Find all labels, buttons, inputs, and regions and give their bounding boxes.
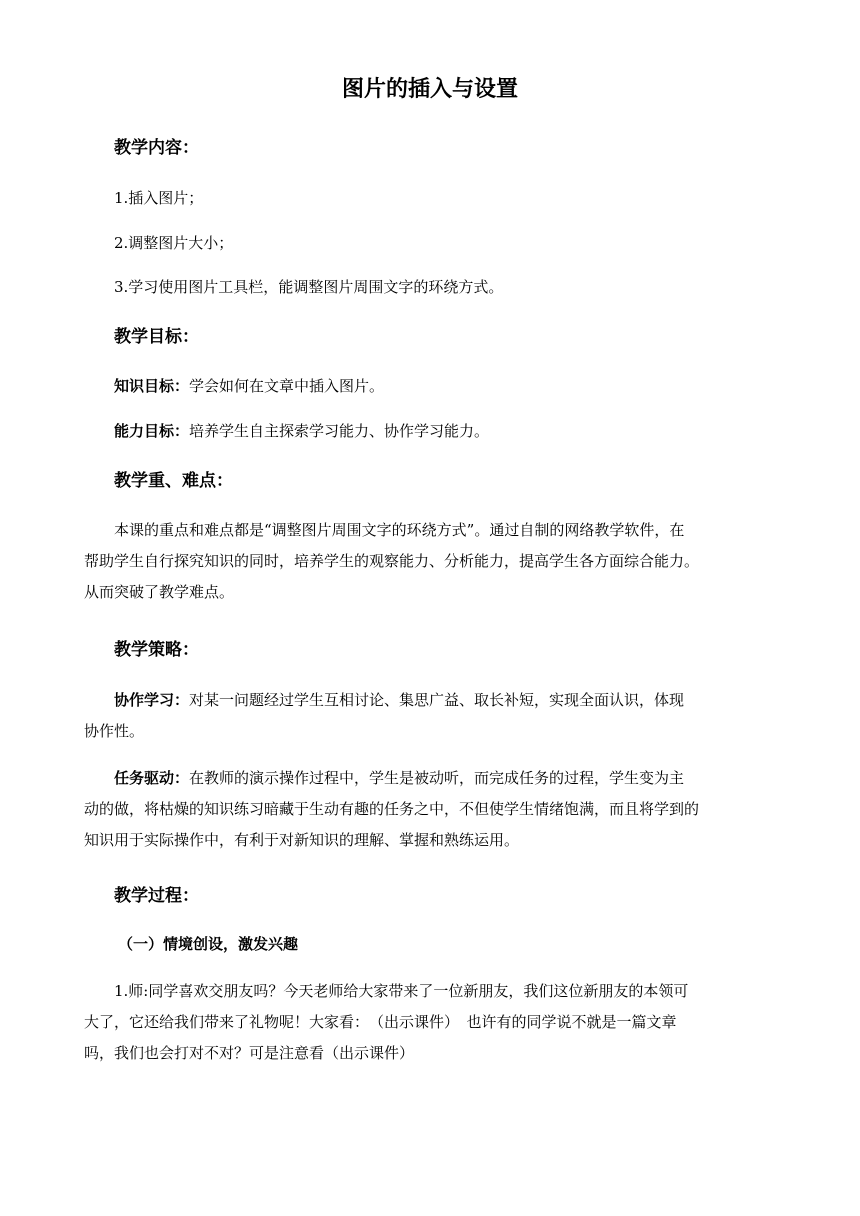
goal-ability xyxy=(114,417,782,445)
goal-knowledge-text: 学会如何在文章中插入图片。 xyxy=(189,377,385,395)
key-points-line-2: 帮助学生自行探究知识的同时，培养学生的观察能力、分析能力，提高学生各方面综合能力。 xyxy=(84,552,700,570)
strategy-task-text-1: 在教师的演示操作过程中，学生是被动听，而完成任务的过程，学生变为主 xyxy=(189,769,685,787)
strategy-task-line-3: 知识用于实际操作中，有利于对新知识的理解、掌握和熟练运用。 xyxy=(84,831,520,849)
process-line-1: 1.师:同学喜欢交朋友吗？今天老师给大家带来了一位新朋友，我们这位新朋友的本领可 xyxy=(114,982,689,1000)
key-points-line-3: 从而突破了教学难点。 xyxy=(84,583,235,601)
process-subheading-1: （一）情境创设，激发兴趣 xyxy=(118,935,299,953)
goal-ability-label: 能力目标： xyxy=(114,422,190,440)
strategy-coop-text-1: 对某一问题经过学生互相讨论、集思广益、取长补短，实现全面认识，体现 xyxy=(189,691,685,709)
document-title: 图片的插入与设置 xyxy=(341,77,518,102)
strategy-coop-paragraph xyxy=(84,685,784,747)
key-points-line-1: 本课的重点和难点都是“调整图片周围文字的环绕方式”。通过自制的网络教学软件，在 xyxy=(114,521,685,539)
heading-content: 教学内容： xyxy=(114,138,199,158)
strategy-task-label: 任务驱动： xyxy=(114,769,190,787)
content-item-2: 2.调整图片大小； xyxy=(114,234,234,252)
content-item-3: 3.学习使用图片工具栏，能调整图片周围文字的环绕方式。 xyxy=(114,278,504,296)
key-points-paragraph xyxy=(84,515,784,608)
heading-key-points: 教学重、难点： xyxy=(114,471,233,491)
strategy-task-line-2: 动的做，将枯燥的知识练习暗藏于生动有趣的任务之中，不但使学生情绪饱满，而且将学到的 xyxy=(84,800,700,818)
strategy-coop-line-2: 协作性。 xyxy=(84,722,145,740)
strategy-task-paragraph xyxy=(84,763,784,856)
heading-strategy: 教学策略： xyxy=(114,640,199,660)
strategy-task-line-1 xyxy=(84,763,784,794)
goal-ability-text: 培养学生自主探索学习能力、协作学习能力。 xyxy=(189,422,490,440)
strategy-coop-line-1 xyxy=(84,685,784,716)
process-paragraph-1 xyxy=(84,976,784,1069)
process-line-2: 大了，它还给我们带来了礼物呢！大家看： （出示课件） 也许有的同学说不就是一篇文章 xyxy=(84,1013,677,1031)
heading-goals: 教学目标： xyxy=(114,327,199,347)
goal-knowledge xyxy=(114,372,782,400)
strategy-coop-label: 协作学习： xyxy=(114,691,190,709)
heading-process: 教学过程： xyxy=(114,886,199,906)
goal-knowledge-label: 知识目标： xyxy=(114,377,190,395)
process-line-3: 吗，我们也会打对不对？可是注意看（出示课件） xyxy=(84,1044,415,1062)
content-item-1: 1.插入图片； xyxy=(114,189,204,207)
